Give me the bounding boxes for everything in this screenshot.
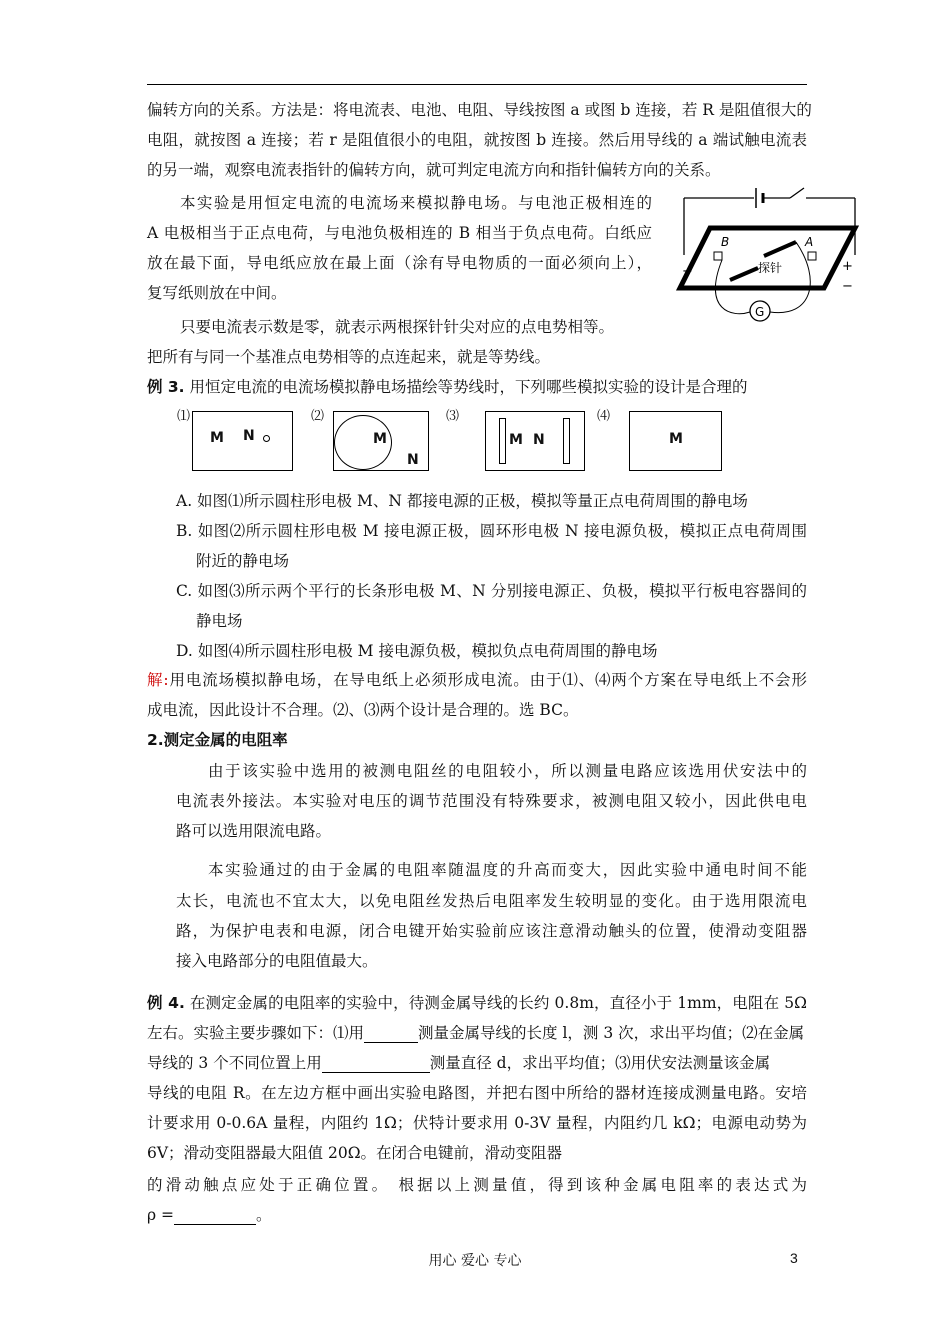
electrode-m: M xyxy=(669,431,683,447)
svg-text:A: A xyxy=(805,235,814,249)
option-b: B. 如图⑵所示圆柱形电极 M 接电源正极，圆环形电极 N 接电源负极，模拟正点电荷周围 xyxy=(176,522,807,540)
example-4-line: 的滑动触点应处于正确位置。 根据以上测量值，得到该种金属电阻率的表达式为 xyxy=(147,1176,807,1194)
text-line: 接入电路部分的电阻值最大。 xyxy=(176,952,378,970)
text-line: 把所有与同一个基准点电势相等的点连起来，就是等势线。 xyxy=(147,348,551,366)
electrode-m: M xyxy=(509,432,523,448)
fig-4 xyxy=(629,411,722,471)
page-footer: 用心 爱心 专心 xyxy=(428,1253,522,1269)
electrode-m: M xyxy=(210,430,224,446)
electrode-n: N xyxy=(533,432,545,448)
fig-4-number: ⑷ xyxy=(597,409,611,424)
example-3-text: 用恒定电流的电流场模拟静电场描绘等势线时，下列哪些模拟实验的设计是合理的 xyxy=(189,378,748,396)
answer-blank-1[interactable] xyxy=(364,1026,418,1043)
answer-blank-2[interactable] xyxy=(322,1056,430,1073)
example-4-line: ρ = 。 xyxy=(147,1206,272,1224)
answer-blank-3[interactable] xyxy=(174,1208,256,1225)
svg-text:+: + xyxy=(842,259,853,274)
example-4-line: 计要求用 0-0.6A 量程，内阻约 1Ω；伏特计要求用 0-3V 量程，内阻约几 kΩ；电源电动势为 xyxy=(147,1114,807,1132)
svg-text:B: B xyxy=(721,235,730,249)
electrode-m: M xyxy=(373,431,387,447)
fig-1 xyxy=(192,411,293,471)
page-number: 3 xyxy=(790,1250,798,1266)
header-rule xyxy=(147,84,807,85)
option-c: C. 如图⑶所示两个平行的长条形电极 M、N 分别接电源正、负极，模拟平行板电容器间的 xyxy=(176,582,807,600)
text-line: 由于该实验中选用的被测电阻丝的电阻较小，所以测量电路应该选用伏安法中的 xyxy=(208,762,807,780)
text-line: 本实验是用恒定电流的电流场来模拟静电场。与电池正极相连的 xyxy=(180,194,652,212)
solution-line: 解:用电流场模拟静电场，在导电纸上必须形成电流。由于⑴、⑷两个方案在导电纸上不会形 xyxy=(147,671,807,689)
solution-label: 解: xyxy=(147,671,169,689)
text-line: 只要电流表示数是零，就表示两根探针针尖对应的点电势相等。 xyxy=(180,318,615,336)
text-line: 复写纸则放在中间。 xyxy=(147,284,287,302)
fig-2 xyxy=(333,411,429,471)
fig-2-number: ⑵ xyxy=(311,409,325,424)
example-4-line: 导线的 3 个不同位置上用 测量直径 d，求出平均值；⑶用伏安法测量该金属 xyxy=(147,1054,771,1072)
solution-line: 成电流，因此设计不合理。⑵、⑶两个设计是合理的。选 BC。 xyxy=(147,701,579,719)
text-line: A 电极相当于正点电荷，与电池负极相连的 B 相当于负点电荷。白纸应 xyxy=(147,224,652,242)
electrode-n: N xyxy=(243,428,255,444)
text-line: 放在最下面，导电纸应放在最上面（涂有导电物质的一面必须向上）， xyxy=(147,254,652,272)
option-d: D. 如图⑷所示圆柱形电极 M 接电源负极，模拟负点电荷周围的静电场 xyxy=(176,642,658,660)
svg-text:−: − xyxy=(842,279,853,294)
text-line: 路，为保护电表和电源，闭合电键开始实验前应该注意滑动触头的位置，使滑动变阻器 xyxy=(176,922,807,940)
text-line: 本实验通过的由于金属的电阻率随温度的升高而变大，因此实验中通电时间不能 xyxy=(208,861,807,879)
text-line: 电流表外接法。本实验对电压的调节范围没有特殊要求，被测电阻又较小，因此供电电 xyxy=(176,792,807,810)
fig-3-number: ⑶ xyxy=(446,409,460,424)
option-a: A. 如图⑴所示圆柱形电极 M、N 都接电源的正极，模拟等量正点电荷周围的静电场 xyxy=(176,492,748,510)
text-line: 偏转方向的关系。方法是：将电流表、电池、电阻、导线按图 a 或图 b 连接，若 R 是阻值很大的 xyxy=(147,101,812,119)
circuit-diagram xyxy=(672,180,872,330)
text-line: 电阻，就按图 a 连接；若 r 是阻值很小的电阻，就按图 b 连接。然后用导线的 a 端试触电流表 xyxy=(147,131,807,149)
svg-text:G: G xyxy=(755,305,765,319)
example-4-line: 6V；滑动变阻器最大阻值 20Ω。在闭合电键前，滑动变阻器 xyxy=(147,1144,563,1162)
switch-icon xyxy=(790,188,804,198)
section-title: 2.测定金属的电阻率 xyxy=(147,731,288,749)
text-line: 太长，电流也不宜太大，以免电阻丝发热后电阻率发生较明显的变化。由于选用限流电 xyxy=(176,892,807,910)
example-3-line xyxy=(147,377,748,397)
fig-1-number: ⑴ xyxy=(177,409,191,424)
option-b-cont: 附近的静电场 xyxy=(196,552,290,570)
svg-text:探针: 探针 xyxy=(758,261,783,275)
example-4-head: 例 4. xyxy=(147,994,185,1012)
example-3-head: 例 3. xyxy=(147,378,185,396)
text-line: 的另一端，观察电流表指针的偏转方向，就可判定电流方向和指针偏转方向的关系。 xyxy=(147,161,721,179)
electrode-n: N xyxy=(407,452,419,468)
example-4-line: 例 4. 在测定金属的电阻率的实验中，待测金属导线的长约 0.8m，直径小于 1mm，电阻在 5Ω xyxy=(147,994,807,1012)
option-c-cont: 静电场 xyxy=(196,612,243,630)
fig-3 xyxy=(485,411,585,471)
example-4-line: 导线的电阻 R。在左边方框中画出实验电路图，并把右图中所给的器材连接成测量电路。安培 xyxy=(147,1084,807,1102)
svg-text:−: − xyxy=(682,264,693,279)
example-4-line: 左右。实验主要步骤如下：⑴用 测量金属导线的长度 l，测 3 次，求出平均值；⑵在金属 xyxy=(147,1024,805,1042)
text-line: 路可以选用限流电路。 xyxy=(176,822,332,840)
